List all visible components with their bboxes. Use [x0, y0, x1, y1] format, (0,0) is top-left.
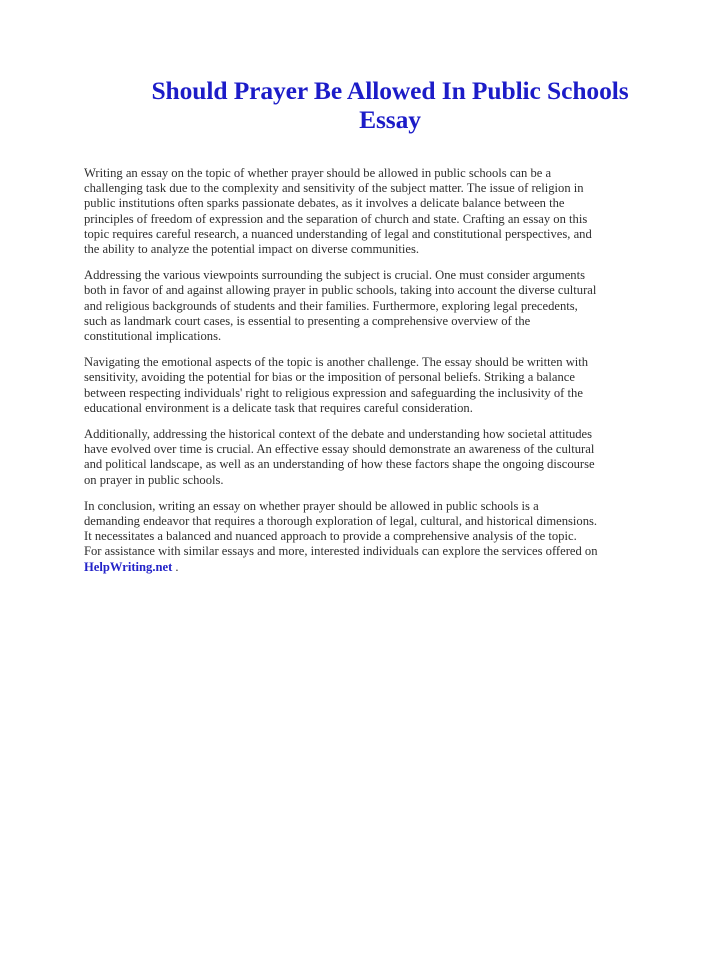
text-line: challenging task due to the complexity and sensitivity of the subject matter. The issue of religion in: [84, 181, 584, 196]
link-suffix: .: [172, 559, 179, 574]
text-line: constitutional implications.: [84, 329, 222, 344]
text-line: public institutions often sparks passionate debates, as it involves a delicate balance between the: [84, 196, 565, 211]
text-line: the ability to analyze the potential impact on diverse communities.: [84, 242, 420, 257]
text-line: such as landmark court cases, is essential to presenting a comprehensive overview of the: [84, 313, 531, 328]
essay-title: [60, 76, 720, 134]
text-line: between respecting individuals' right to religious expression and safeguarding the inclusivity of the: [84, 385, 583, 400]
paragraph-emotional-aspects: [84, 355, 714, 416]
text-line: and religious backgrounds of students and their families. Furthermore, exploring legal precedents,: [84, 298, 578, 313]
text-line: Addressing the various viewpoints surrounding the subject is crucial. One must consider arguments: [84, 268, 585, 283]
link-line: [84, 560, 714, 575]
text-line: Navigating the emotional aspects of the topic is another challenge. The essay should be written with: [84, 355, 589, 370]
text-line: have evolved over time is crucial. An effective essay should demonstrate an awareness of the cultural: [84, 442, 595, 457]
text-line: sensitivity, avoiding the potential for bias or the imposition of personal beliefs. Striking a balance: [84, 370, 575, 385]
text-line: both in favor of and against allowing prayer in public schools, taking into account the diverse cultural: [84, 283, 597, 298]
text-line: and political landscape, as well as an understanding of how these factors shape the ongoing discourse: [84, 457, 595, 472]
helpwriting-link[interactable]: HelpWriting.net: [84, 559, 173, 574]
text-line: For assistance with similar essays and more, interested individuals can explore the services offered on: [84, 544, 598, 559]
text-line: principles of freedom of expression and the separation of church and state. Crafting an essay on this: [84, 211, 588, 226]
paragraph-historical-context: [84, 427, 714, 488]
text-line: topic requires careful research, a nuanced understanding of legal and constitutional perspectives, and: [84, 226, 592, 241]
text-line: It necessitates a balanced and nuanced approach to provide a comprehensive analysis of the topic.: [84, 529, 577, 544]
essay-title-line: Essay: [359, 105, 421, 134]
essay-body: [84, 166, 714, 586]
paragraph-conclusion: [84, 499, 714, 575]
paragraph-viewpoints: [84, 268, 714, 344]
text-line: In conclusion, writing an essay on whether prayer should be allowed in public schools is a: [84, 498, 539, 513]
text-line: Additionally, addressing the historical context of the debate and understanding how societal attitudes: [84, 427, 593, 442]
text-line: educational environment is a delicate task that requires careful consideration.: [84, 400, 473, 415]
essay-title-line: Should Prayer Be Allowed In Public Schools: [151, 76, 629, 105]
paragraph-intro: [84, 166, 714, 257]
text-line: demanding endeavor that requires a thorough exploration of legal, cultural, and historical dimensions.: [84, 514, 598, 529]
text-line: on prayer in public schools.: [84, 472, 224, 487]
text-line: Writing an essay on the topic of whether prayer should be allowed in public schools can be a: [84, 166, 552, 180]
